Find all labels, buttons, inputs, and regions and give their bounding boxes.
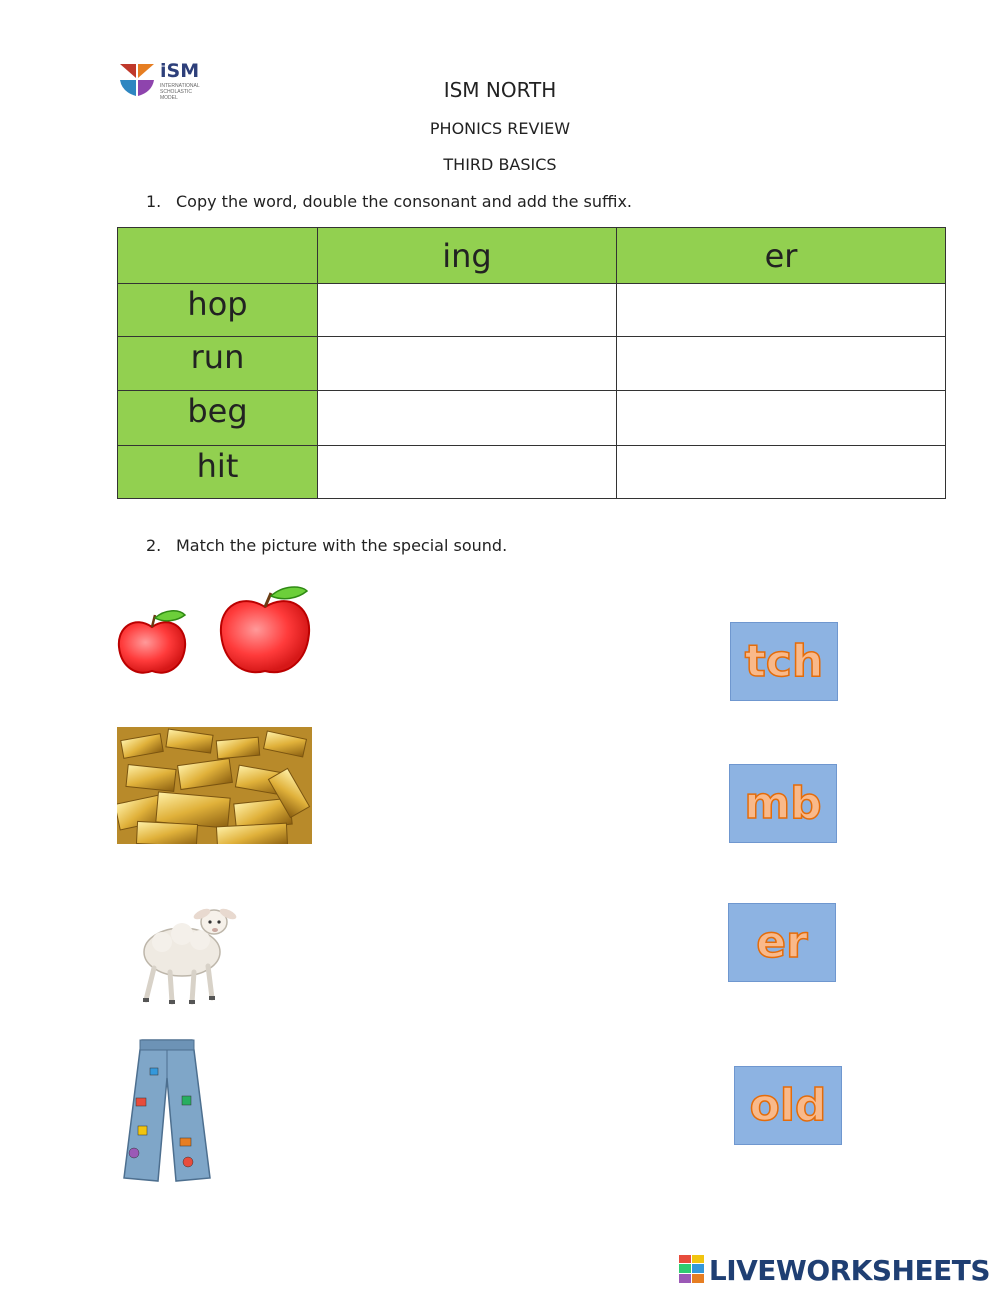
answer-er-cell[interactable] — [617, 284, 946, 337]
word-cell: hop — [118, 284, 318, 337]
word-cell: hit — [118, 446, 318, 499]
grade-title: THIRD BASICS — [443, 155, 557, 174]
instruction-text: Copy the word, double the consonant and add the suffix. — [176, 192, 633, 211]
table-header-row — [118, 228, 946, 284]
exercise-2-instruction — [146, 536, 507, 555]
sound-box-old[interactable]: old — [734, 1066, 842, 1145]
subject-title: PHONICS REVIEW — [429, 119, 571, 138]
exercise-number: 2. — [146, 536, 162, 555]
jeans-icon[interactable] — [122, 1038, 212, 1183]
logo-subtext: INTERNATIONAL SCHOLASTIC MODEL — [160, 83, 200, 101]
table-row — [118, 446, 946, 499]
lamb-icon[interactable] — [132, 902, 240, 1010]
answer-ing-cell[interactable] — [318, 391, 617, 446]
exercise-1-instruction — [146, 192, 632, 211]
word-cell: run — [118, 337, 318, 391]
liveworksheets-logo-icon — [679, 1255, 705, 1283]
table-header-cell — [118, 228, 318, 284]
table-row — [118, 391, 946, 446]
answer-er-cell[interactable] — [617, 337, 946, 391]
answer-ing-cell[interactable] — [318, 337, 617, 391]
table-row — [118, 284, 946, 337]
answer-er-cell[interactable] — [617, 446, 946, 499]
sound-box-tch[interactable]: tch — [730, 622, 838, 701]
answer-ing-cell[interactable] — [318, 446, 617, 499]
sound-box-mb[interactable]: mb — [729, 764, 837, 843]
word-cell: beg — [118, 391, 318, 446]
small-apple — [119, 611, 185, 673]
instruction-text: Match the picture with the special sound. — [176, 536, 508, 555]
liveworksheets-brand — [679, 1254, 990, 1287]
suffix-table — [117, 227, 946, 499]
table-header-ing: ing — [318, 228, 617, 284]
apples-icon[interactable] — [115, 585, 315, 680]
exercise-number: 1. — [146, 192, 162, 211]
large-apple — [221, 587, 309, 672]
school-title: ISM NORTH — [443, 78, 557, 102]
brand-text: LIVEWORKSHEETS — [708, 1254, 990, 1287]
answer-ing-cell[interactable] — [318, 284, 617, 337]
answer-er-cell[interactable] — [617, 391, 946, 446]
table-header-er: er — [617, 228, 946, 284]
table-row — [118, 337, 946, 391]
gold-bars-icon[interactable] — [117, 727, 312, 844]
sound-box-er[interactable]: er — [728, 903, 836, 982]
logo-text: iSM — [160, 60, 200, 82]
